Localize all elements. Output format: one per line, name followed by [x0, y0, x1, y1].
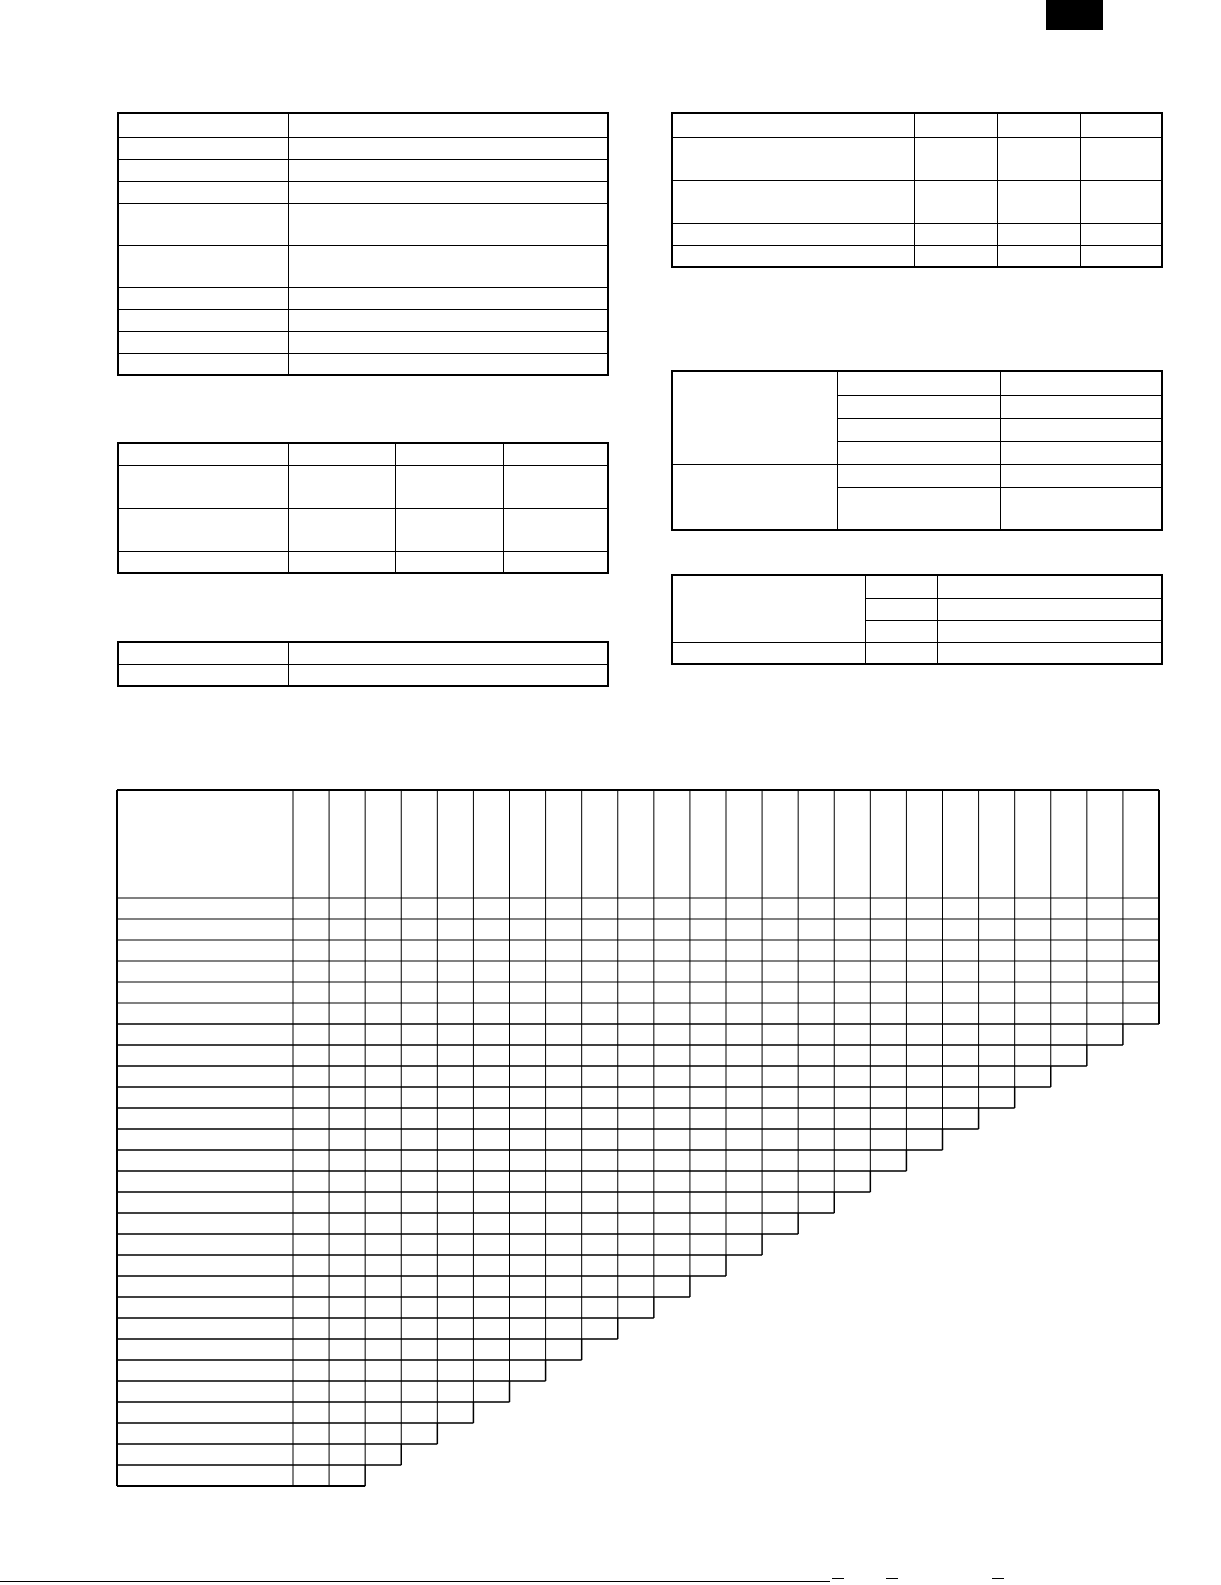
table-cell	[997, 137, 1080, 180]
table-cell	[1080, 180, 1162, 223]
table-cell	[288, 137, 608, 159]
table-cell	[914, 223, 997, 245]
table-cell	[503, 465, 608, 508]
table-cell	[1000, 418, 1162, 441]
table-cell	[914, 113, 997, 137]
table-cell	[118, 551, 288, 573]
table-cell	[118, 245, 288, 287]
table-cell	[837, 487, 1000, 530]
table-cell	[1080, 137, 1162, 180]
table-cell	[288, 353, 608, 375]
table-cell	[672, 245, 914, 267]
table-cell	[395, 443, 503, 465]
table-cell	[672, 371, 837, 464]
table-cell	[118, 113, 288, 137]
table-cell	[118, 331, 288, 353]
bottom-tick	[832, 1578, 844, 1583]
bottom-tick	[992, 1578, 1004, 1583]
table-cell	[837, 441, 1000, 464]
table-cell	[837, 418, 1000, 441]
table-cell	[288, 508, 395, 551]
table-cell	[118, 353, 288, 375]
table-cell	[672, 113, 914, 137]
table-cell	[288, 181, 608, 203]
table-cell	[118, 642, 288, 664]
table-cell	[1080, 113, 1162, 137]
table-cell	[997, 180, 1080, 223]
table-cell	[672, 464, 837, 530]
table-cell	[118, 508, 288, 551]
table-cell	[837, 371, 1000, 395]
table-cell	[672, 642, 865, 664]
table-cell	[837, 464, 1000, 487]
table-cell	[937, 620, 1162, 642]
table-cell	[503, 443, 608, 465]
table-cell	[288, 664, 608, 686]
table-cell	[672, 137, 914, 180]
table-cell	[865, 575, 937, 598]
table-cell	[997, 113, 1080, 137]
table-cell	[395, 465, 503, 508]
table-d	[671, 112, 1163, 268]
table-cell	[837, 395, 1000, 418]
table-cell	[118, 443, 288, 465]
table-cell	[118, 287, 288, 309]
table-cell	[914, 137, 997, 180]
table-cell	[118, 203, 288, 245]
table-cell	[288, 331, 608, 353]
table-c	[117, 641, 609, 687]
table-cell	[288, 113, 608, 137]
table-cell	[503, 551, 608, 573]
table-f	[671, 574, 1163, 665]
table-cell	[865, 598, 937, 620]
table-cell	[503, 508, 608, 551]
table-b	[117, 442, 609, 574]
table-cell	[672, 575, 865, 642]
table-cell	[865, 620, 937, 642]
table-cell	[118, 181, 288, 203]
table-cell	[118, 465, 288, 508]
table-cell	[937, 575, 1162, 598]
table-cell	[1000, 487, 1162, 530]
table-cell	[288, 465, 395, 508]
table-cell	[1000, 441, 1162, 464]
table-cell	[1000, 395, 1162, 418]
table-cell	[288, 642, 608, 664]
table-cell	[937, 598, 1162, 620]
table-cell	[997, 223, 1080, 245]
bottom-rule	[0, 1581, 830, 1582]
table-cell	[1000, 371, 1162, 395]
table-cell	[395, 508, 503, 551]
table-cell	[288, 443, 395, 465]
table-cell	[288, 159, 608, 181]
table-cell	[395, 551, 503, 573]
page-number-badge	[1046, 0, 1103, 30]
table-cell	[288, 203, 608, 245]
table-cell	[288, 551, 395, 573]
table-cell	[118, 159, 288, 181]
table-e	[671, 370, 1163, 531]
table-cell	[118, 664, 288, 686]
table-cell	[672, 180, 914, 223]
table-cell	[672, 223, 914, 245]
table-cell	[288, 287, 608, 309]
bottom-tick	[886, 1578, 898, 1583]
table-cell	[865, 642, 937, 664]
table-cell	[288, 245, 608, 287]
table-cell	[1000, 464, 1162, 487]
table-cell	[997, 245, 1080, 267]
table-cell	[1080, 245, 1162, 267]
table-cell	[1080, 223, 1162, 245]
table-cell	[914, 180, 997, 223]
table-cell	[914, 245, 997, 267]
table-cell	[118, 137, 288, 159]
table-cell	[288, 309, 608, 331]
table-cell	[937, 642, 1162, 664]
table-a	[117, 112, 609, 376]
table-cell	[118, 309, 288, 331]
